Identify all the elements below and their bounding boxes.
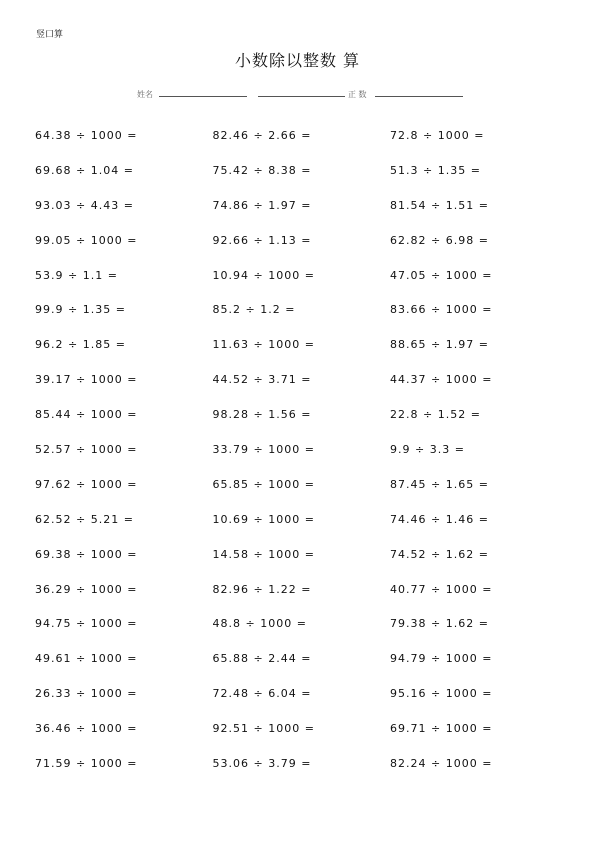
problem-item: 62.52 ÷ 5.21 = [35,512,134,526]
problem-item: 36.46 ÷ 1000 = [35,722,138,736]
problem-item: 98.28 ÷ 1.56 = [212,408,312,422]
problem-item: 69.68 ÷ 1.04 = [35,163,134,177]
corner-label: 竖口算 [36,30,64,40]
problem-item: 44.52 ÷ 3.71 = [212,373,312,387]
score-label: 正 数 [348,90,367,99]
problem-item: 9.9 ÷ 3.3 = [390,443,465,457]
problem-row [35,583,575,618]
problem-row [35,234,575,269]
problem-item: 79.38 ÷ 1.62 = [390,617,489,631]
problem-grid [35,129,575,792]
problem-item: 33.79 ÷ 1000 = [212,443,315,457]
problem-row [35,373,575,408]
problem-row [35,478,575,513]
problem-row [35,408,575,443]
problem-item: 53.06 ÷ 3.79 = [212,757,312,771]
problem-item: 74.46 ÷ 1.46 = [390,512,489,526]
problem-item: 97.62 ÷ 1000 = [35,477,138,491]
problem-item: 40.77 ÷ 1000 = [390,582,493,596]
problem-item: 44.37 ÷ 1000 = [390,373,493,387]
problem-row [35,303,575,338]
problem-row [35,164,575,199]
problem-item: 39.17 ÷ 1000 = [35,373,138,387]
problem-item: 75.42 ÷ 8.38 = [212,163,312,177]
problem-item: 62.82 ÷ 6.98 = [390,233,489,247]
problem-item: 51.3 ÷ 1.35 = [390,163,481,177]
problem-item: 11.63 ÷ 1000 = [212,338,315,352]
problem-row [35,617,575,652]
problem-item: 95.16 ÷ 1000 = [390,687,493,701]
problem-item: 72.8 ÷ 1000 = [390,129,485,142]
problem-row [35,757,575,792]
problem-item: 82.46 ÷ 2.66 = [212,129,312,142]
problem-item: 92.51 ÷ 1000 = [212,722,315,736]
problem-item: 36.29 ÷ 1000 = [35,582,138,596]
name-label: 姓名 [137,90,153,99]
problem-item: 96.2 ÷ 1.85 = [35,338,126,352]
problem-item: 22.8 ÷ 1.52 = [390,408,481,422]
problem-item: 64.38 ÷ 1000 = [35,129,138,142]
problem-item: 72.48 ÷ 6.04 = [212,687,312,701]
problem-item: 74.52 ÷ 1.62 = [390,547,489,561]
problem-item: 10.94 ÷ 1000 = [212,268,315,282]
problem-item: 82.24 ÷ 1000 = [390,757,493,771]
problem-item: 85.2 ÷ 1.2 = [212,303,296,317]
problem-row [35,548,575,583]
problem-item: 87.45 ÷ 1.65 = [390,477,489,491]
problem-item: 82.96 ÷ 1.22 = [212,582,312,596]
problem-row [35,687,575,722]
problem-item: 10.69 ÷ 1000 = [212,512,315,526]
problem-item: 14.58 ÷ 1000 = [212,547,315,561]
page-title: 小数除以整数 算 [234,51,361,70]
name-underline [159,96,247,97]
problem-item: 65.85 ÷ 1000 = [212,477,315,491]
problem-item: 52.57 ÷ 1000 = [35,443,138,457]
problem-row [35,129,575,164]
problem-item: 47.05 ÷ 1000 = [390,268,493,282]
problem-row [35,652,575,687]
problem-item: 94.75 ÷ 1000 = [35,617,138,631]
problem-item: 48.8 ÷ 1000 = [212,617,307,631]
problem-row [35,443,575,478]
problem-item: 94.79 ÷ 1000 = [390,652,493,666]
problem-item: 26.33 ÷ 1000 = [35,687,138,701]
problem-row [35,513,575,548]
problem-item: 93.03 ÷ 4.43 = [35,198,134,212]
problem-item: 99.9 ÷ 1.35 = [35,303,126,317]
problem-item: 92.66 ÷ 1.13 = [212,233,312,247]
problem-item: 53.9 ÷ 1.1 = [35,268,118,282]
problem-item: 49.61 ÷ 1000 = [35,652,138,666]
problem-item: 88.65 ÷ 1.97 = [390,338,489,352]
score-underline [375,96,463,97]
problem-item: 69.38 ÷ 1000 = [35,547,138,561]
problem-item: 81.54 ÷ 1.51 = [390,198,489,212]
problem-row [35,269,575,304]
problem-item: 69.71 ÷ 1000 = [390,722,493,736]
problem-item: 85.44 ÷ 1000 = [35,408,138,422]
blank-underline [258,96,345,97]
problem-row [35,722,575,757]
problem-item: 65.88 ÷ 2.44 = [212,652,312,666]
problem-item: 74.86 ÷ 1.97 = [212,198,312,212]
problem-item: 71.59 ÷ 1000 = [35,757,138,771]
problem-item: 83.66 ÷ 1000 = [390,303,493,317]
problem-row [35,199,575,234]
problem-item: 99.05 ÷ 1000 = [35,233,138,247]
problem-row [35,338,575,373]
